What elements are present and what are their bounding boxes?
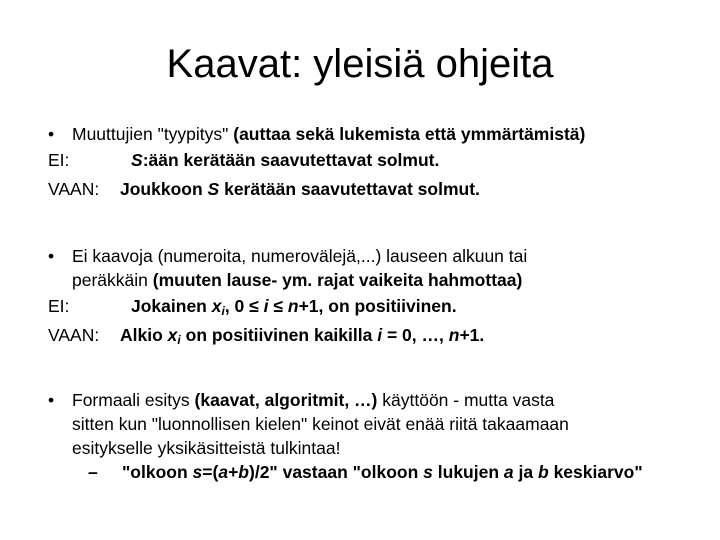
text: peräkkäin (72, 270, 148, 290)
var-s: s (423, 462, 433, 482)
text: kerätään saavutettavat solmut. (224, 179, 480, 199)
var-x: x (211, 296, 222, 316)
text: =( (202, 462, 219, 482)
sub-bullet-example (48, 460, 708, 484)
var-b: b (238, 462, 249, 482)
text: Ei kaavoja (numeroita, numerovälejä,...) lauseen alkuun tai (72, 246, 528, 266)
ei-label: EI: (48, 296, 70, 316)
dash-marker: – (88, 462, 98, 482)
text: Formaali esitys (72, 390, 190, 410)
vaan-label: VAAN: (48, 179, 100, 199)
text: "olkoon (122, 462, 188, 482)
text: käyttöön - mutta vasta (382, 390, 555, 410)
ei-label: EI: (48, 150, 70, 170)
text: Muuttujien "tyypitys" (72, 124, 229, 144)
var-n: n (287, 296, 299, 316)
bullet-marker: • (48, 390, 55, 410)
slide-title: Kaavat: yleisiä ohjeita (166, 42, 554, 86)
var-i-sub: i (221, 304, 225, 318)
var-b: b (538, 462, 549, 482)
vaan-label: VAAN: (48, 325, 100, 345)
example-ei-2 (48, 292, 708, 321)
var-i-sub: i (177, 333, 181, 347)
slide-body (48, 122, 708, 484)
bullet-formal (48, 388, 708, 460)
var-s: S (207, 179, 220, 199)
var-n: n (448, 325, 460, 345)
text-bold: (auttaa sekä lukemista että ymmärtämistä) (233, 124, 586, 144)
text: )/2" vastaan "olkoon (249, 462, 419, 482)
text: esitykselle yksikäsitteistä tulkintaa! (72, 438, 341, 458)
text: keskiarvo" (553, 462, 643, 482)
text: = 0, …, (386, 325, 444, 345)
text: Jokainen (131, 296, 207, 316)
var-s: S (131, 150, 143, 170)
var-a: a (503, 462, 514, 482)
text: ≤ (273, 296, 283, 316)
var-a: a (218, 462, 229, 482)
bullet-no-formulas (48, 244, 708, 292)
example-vaan-2 (48, 321, 708, 350)
text-bold: (kaavat, algoritmit, …) (194, 390, 378, 410)
text: + (228, 462, 239, 482)
text-bold: (muuten lause- ym. rajat vaikeita hahmottaa) (152, 270, 523, 290)
text: +1. (459, 325, 485, 345)
bullet-marker: • (48, 124, 55, 144)
example-vaan-1 (48, 175, 708, 204)
text: on positiivinen kaikilla (185, 325, 373, 345)
text: , 0 ≤ (224, 296, 259, 316)
bullet-marker: • (48, 246, 55, 266)
var-i: i (377, 325, 383, 345)
text: :ään kerätään saavutettavat solmut. (142, 150, 440, 170)
text: Joukkoon (120, 179, 203, 199)
text: ja (518, 462, 534, 482)
text: +1, on positiivinen. (298, 296, 457, 316)
text: lukujen (437, 462, 500, 482)
var-s: s (192, 462, 203, 482)
example-ei-1 (48, 146, 708, 175)
text: Alkio (120, 325, 163, 345)
var-x: x (167, 325, 178, 345)
bullet-types (48, 122, 708, 146)
var-i: i (263, 296, 269, 316)
text: sitten kun "luonnollisen kielen" keinot eivät enää riitä takaamaan (72, 414, 569, 434)
